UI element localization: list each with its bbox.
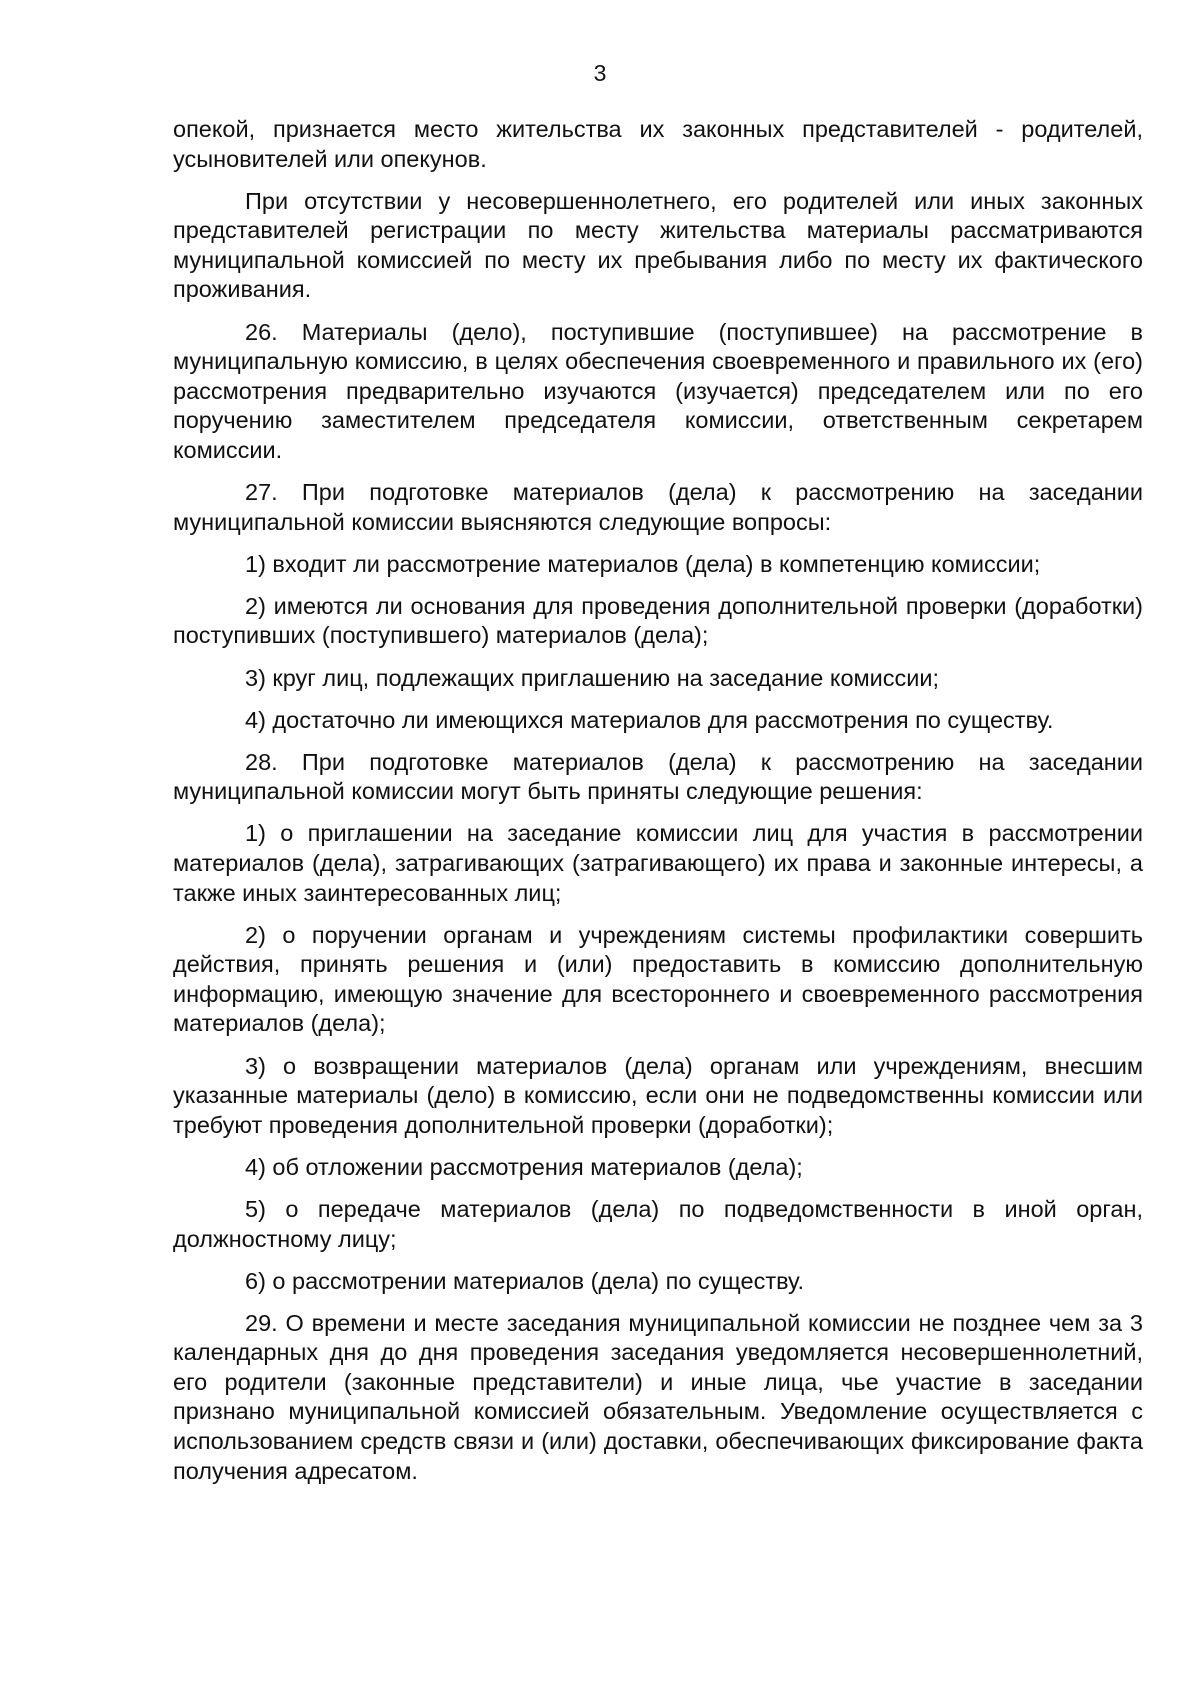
paragraph-no-registration: При отсутствии у несовершеннолетнего, его родителей или иных законных представителей регистрации по месту жительства материалы рассматриваются муниципальной комиссией по месту их пребывания либо по месту их фактического проживания. bbox=[173, 187, 1143, 303]
paragraph-28-item-1: 1) о приглашении на заседание комиссии лиц для участия в рассмотрении материалов (дела), затрагивающих (затрагивающего) их права и законные интересы, а также иных заинтересованных лиц; bbox=[173, 820, 1143, 906]
paragraph-26: 26. Материалы (дело), поступившие (поступившее) на рассмотрение в муниципальную комиссию, в целях обеспечения своевременного и правильного их (его) рассмотрения предварительно изучаются (изучается) председателем или по его поручению заместителем председателя комиссии, ответственным секретарем комиссии. bbox=[173, 318, 1143, 463]
paragraph-27-item-4: 4) достаточно ли имеющихся материалов для рассмотрения по существу. bbox=[245, 706, 1054, 733]
paragraph-28-item-4: 4) об отложении рассмотрения материалов (дела); bbox=[245, 1153, 803, 1180]
paragraph-28-item-5: 5) о передаче материалов (дела) по подведомственности в иной орган, должностному лицу; bbox=[173, 1195, 1143, 1252]
document-body bbox=[173, 115, 1143, 1499]
paragraph-28-item-2: 2) о поручении органам и учреждениям системы профилактики совершить действия, принять решения и (или) предоставить в комиссию дополнительную информацию, имеющую значение для всестороннего и своевременного рассмотрения материалов (дела); bbox=[173, 921, 1143, 1037]
paragraph-28-item-3: 3) о возвращении материалов (дела) органам или учреждениям, внесшим указанные материалы (дело) в комиссию, если они не подведомственны комиссии или требуют проведения дополнительной проверки (доработки); bbox=[173, 1052, 1143, 1138]
page-number: 3 bbox=[593, 60, 607, 86]
paragraph-28: 28. При подготовке материалов (дела) к рассмотрению на заседании муниципальной комиссии могут быть приняты следующие решения: bbox=[173, 748, 1143, 805]
paragraph-28-item-6: 6) о рассмотрении материалов (дела) по существу. bbox=[245, 1267, 804, 1294]
paragraph-continuation: опекой, признается место жительства их законных представителей - родителей, усыновителей или опекунов. bbox=[173, 116, 1143, 172]
paragraph-27-item-1: 1) входит ли рассмотрение материалов (дела) в компетенцию комиссии; bbox=[245, 550, 1041, 577]
paragraph-27-item-2: 2) имеются ли основания для проведения дополнительной проверки (доработки) поступивших (поступившего) материалов (дела); bbox=[173, 592, 1143, 649]
paragraph-29: 29. О времени и месте заседания муниципальной комиссии не позднее чем за 3 календарных дня до дня проведения заседания уведомляется несовершеннолетний, его родители (законные представители) и иные лица, чье участие в заседании признано муниципальной комиссией обязательным. Уведомление осуществляется с использованием средств связи и (или) доставки, обеспечивающих фиксирование факта получения адресатом. bbox=[173, 1309, 1143, 1484]
paragraph-27: 27. При подготовке материалов (дела) к рассмотрению на заседании муниципальной комиссии выясняются следующие вопросы: bbox=[173, 479, 1143, 535]
paragraph-27-item-3: 3) круг лиц, подлежащих приглашению на заседание комиссии; bbox=[245, 664, 940, 691]
